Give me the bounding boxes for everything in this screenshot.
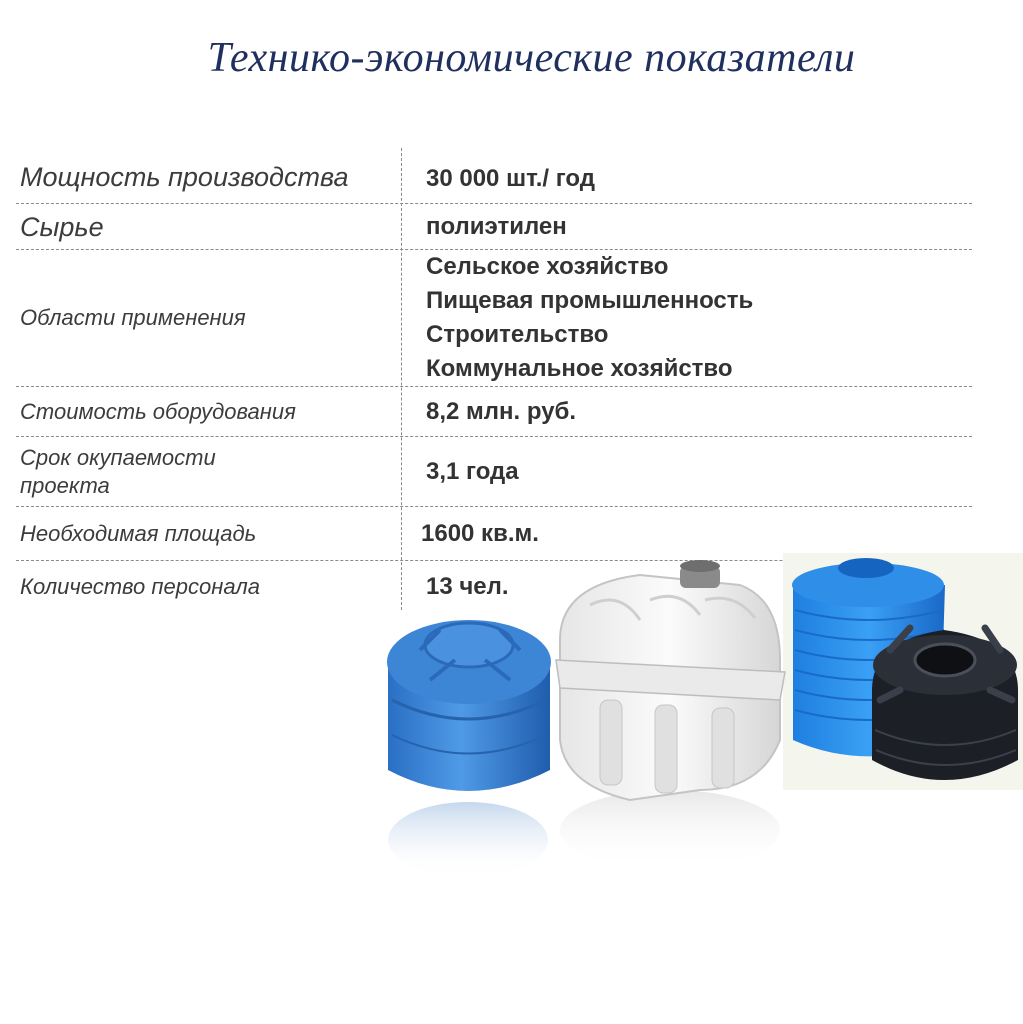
row-label: Необходимая площадь <box>20 520 257 546</box>
row-value <box>426 387 576 436</box>
row-value <box>426 437 519 506</box>
value-text: 8,2 млн. руб. <box>426 397 577 425</box>
value-text: Сельское хозяйство <box>426 253 669 280</box>
row-label: Срок окупаемости проекта <box>20 444 216 498</box>
value-text: 1600 кв.м. <box>421 519 539 547</box>
row-label: Мощность производства <box>20 161 349 192</box>
value-text: 3,1 года <box>426 457 519 485</box>
row-value <box>426 250 753 386</box>
value-text: Коммунальное хозяйство <box>426 355 733 382</box>
table-row <box>16 150 972 204</box>
blue-round-tank-image <box>387 620 551 878</box>
page-title: Технико-экономические показатели <box>207 35 856 81</box>
value-text: Строительство <box>426 321 609 348</box>
value-text: полиэтилен <box>426 212 567 240</box>
row-value <box>426 561 509 612</box>
row-value <box>426 150 595 203</box>
table-row <box>16 250 972 387</box>
row-label: Стоимость оборудования <box>20 398 296 424</box>
table-row <box>16 204 972 250</box>
row-label: Сырье <box>20 211 104 242</box>
row-label: Количество персонала <box>20 573 260 599</box>
value-text: 30 000 шт./ год <box>426 164 595 192</box>
value-text: 13 чел. <box>426 572 509 600</box>
row-value <box>421 507 539 560</box>
value-text: Пищевая промышленность <box>426 287 754 314</box>
table-row <box>16 437 972 507</box>
row-label: Области применения <box>20 305 246 330</box>
specs-table <box>16 150 972 612</box>
row-value <box>426 204 567 249</box>
table-row <box>16 387 972 437</box>
tank-photo-background <box>783 553 1023 790</box>
